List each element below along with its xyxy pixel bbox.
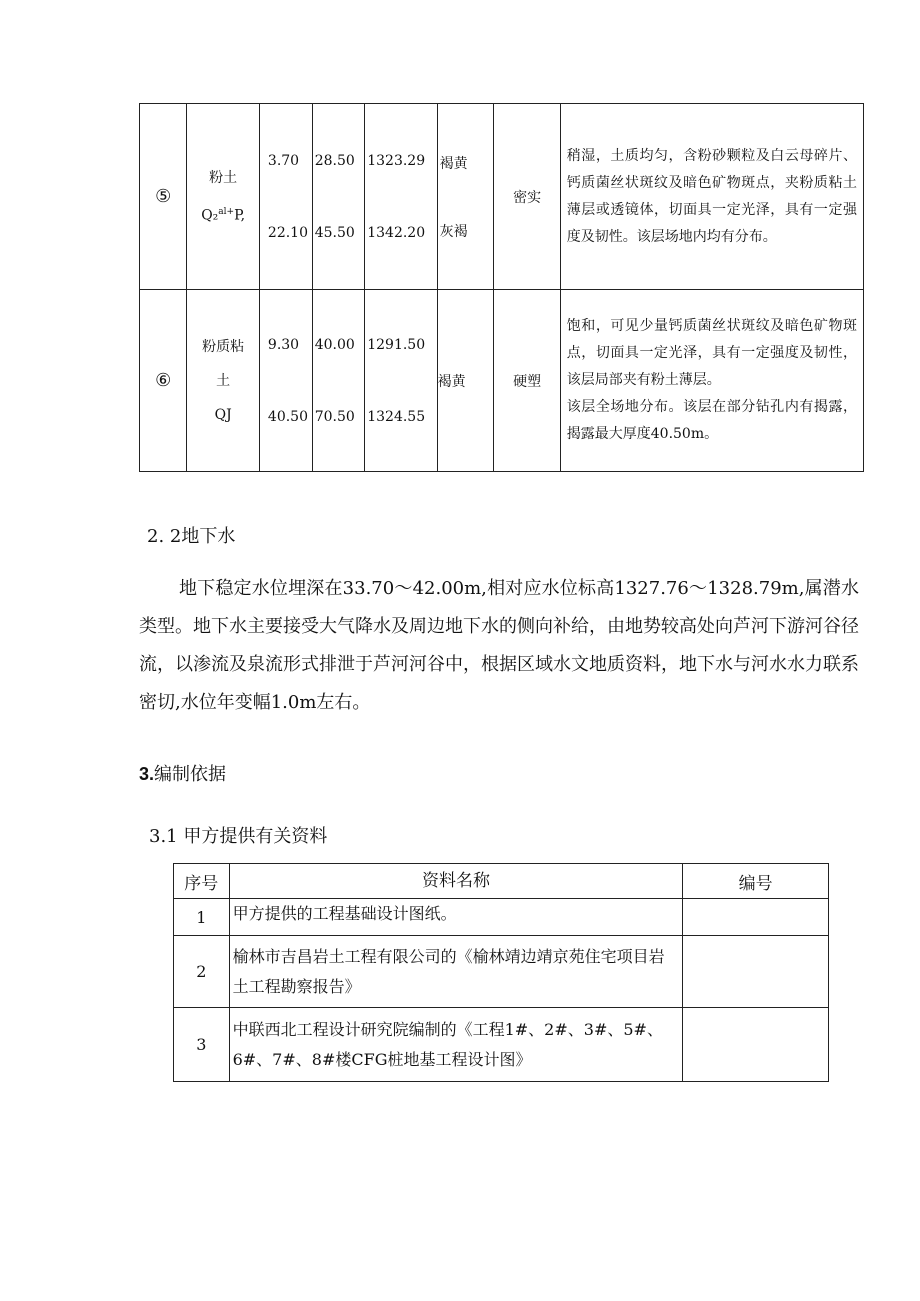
bottom-depth-min: 40.00 — [314, 336, 355, 353]
header-name: 资料名称 — [229, 864, 683, 899]
layer-name-line2: 土 — [216, 372, 231, 389]
soil-row-6 — [140, 290, 864, 472]
layer-name-main: 粉土 — [209, 169, 238, 186]
bottom-depth-max: 70.50 — [314, 408, 355, 425]
layer-name — [187, 290, 260, 472]
row-code — [683, 899, 829, 936]
layer-description-2: 该层全场地分布。该层在部分钻孔内有揭露，揭露最大厚度40.50m。 — [566, 399, 857, 442]
bottom-depth-cell — [312, 290, 365, 472]
section-title: 编制依据 — [154, 764, 227, 784]
row-code — [683, 1008, 829, 1082]
elevation-cell — [365, 290, 437, 472]
elevation-max: 1324.55 — [367, 408, 426, 425]
density-state: 硬塑 — [494, 290, 560, 472]
color-1: 褐黄 — [439, 155, 468, 172]
table-row — [174, 936, 829, 1008]
top-depth-cell — [259, 290, 312, 472]
layer-description-1: 饱和，可见少量钙质菌丝状斑纹及暗色矿物斑点，切面具一定光泽，具有一定强度及韧性，该层局部夹有粉土薄层。 — [566, 318, 857, 388]
top-depth-min: 9.30 — [267, 336, 300, 353]
layer-age-code: QJ — [214, 406, 232, 423]
layer-name-line1: 粉质粘 — [202, 338, 245, 355]
row-name: 甲方提供的工程基础设计图纸。 — [229, 899, 683, 936]
section-heading-groundwater: 2. 2地下水 — [147, 526, 236, 547]
section-number: 3. — [139, 764, 155, 784]
elevation-min: 1323.29 — [367, 152, 426, 169]
groundwater-paragraph: 地下稳定水位埋深在33.70～42.00m,相对应水位标高1327.76～1328.79m,属潜水类型。地下水主要接受大气降水及周边地下水的侧向补给，由地势较高处向芦河下游河谷径流，以渗流及泉流形式排泄于芦河河谷中，根据区域水文地质资料，地下水与河水水力联系密切,水位年变幅1.0m左右。 — [139, 578, 859, 713]
top-depth-cell — [259, 104, 312, 290]
color-cell — [437, 104, 494, 290]
bottom-depth-min: 28.50 — [314, 152, 355, 169]
header-seq: 序号 — [174, 864, 230, 899]
table-row — [174, 899, 829, 936]
row-seq: 1 — [174, 899, 230, 936]
row-seq: 3 — [174, 1008, 230, 1082]
section-heading-basis — [139, 760, 226, 786]
bottom-depth-cell — [312, 104, 365, 290]
layer-age-code: Q₂$^{al+}$P, — [201, 206, 246, 224]
bottom-depth-max: 45.50 — [314, 224, 355, 241]
density-state: 密实 — [494, 104, 560, 290]
header-code: 编号 — [683, 864, 829, 899]
top-depth-min: 3.70 — [267, 152, 300, 169]
row-name: 榆林市吉昌岩土工程有限公司的《榆林靖边靖京苑住宅项目岩土工程勘察报告》 — [229, 936, 683, 1008]
layer-number: ⑤ — [140, 104, 187, 290]
soil-row-5 — [140, 104, 864, 290]
color-cell: 褐黄 — [437, 290, 494, 472]
color-2: 灰褐 — [439, 223, 468, 240]
row-name: 中联西北工程设计研究院编制的《工程1#、2#、3#、5#、6#、7#、8#楼CFG桩地基工程设计图》 — [229, 1008, 683, 1082]
top-depth-max: 40.50 — [267, 408, 309, 425]
subsection-heading-client-data: 3.1 甲方提供有关资料 — [149, 826, 328, 847]
top-depth-max: 22.10 — [267, 224, 309, 241]
elevation-cell — [365, 104, 437, 290]
elevation-min: 1291.50 — [367, 336, 426, 353]
reference-table-header — [174, 864, 829, 899]
soil-layer-table — [139, 103, 864, 472]
layer-description — [560, 290, 863, 472]
row-code — [683, 936, 829, 1008]
reference-table — [173, 863, 829, 1082]
layer-description: 稍湿，土质均匀，含粉砂颗粒及白云母碎片、钙质菌丝状斑纹及暗色矿物斑点，夹粉质粘土薄层或透镜体，切面具一定光泽，具有一定强度及韧性。该层场地内均有分布。 — [560, 104, 863, 290]
layer-name — [187, 104, 260, 290]
layer-number: ⑥ — [140, 290, 187, 472]
row-seq: 2 — [174, 936, 230, 1008]
elevation-max: 1342.20 — [367, 224, 426, 241]
table-row — [174, 1008, 829, 1082]
